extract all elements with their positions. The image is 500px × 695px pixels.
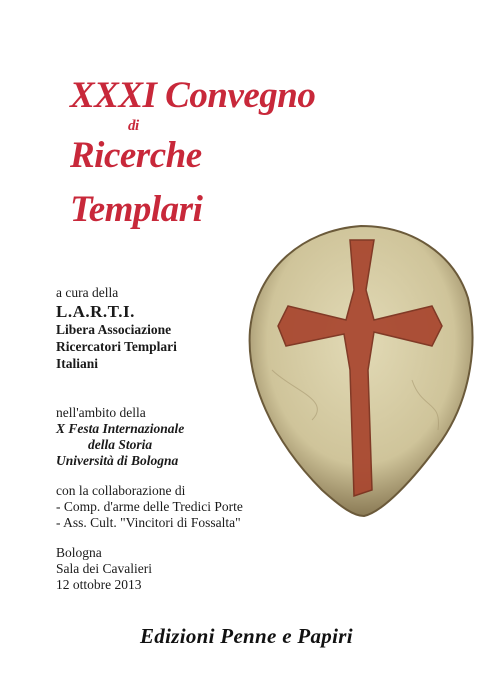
curator-intro: a cura della bbox=[56, 285, 119, 300]
title-line-2: Ricerche bbox=[70, 135, 202, 176]
title-di: di bbox=[128, 118, 139, 134]
publisher-name: Edizioni Penne e Papiri bbox=[140, 624, 353, 648]
title-line-3: Templari bbox=[70, 189, 203, 230]
curator-name-line: Ricercatori Templari bbox=[56, 339, 177, 354]
context-line: Università di Bologna bbox=[56, 453, 179, 468]
context-event bbox=[56, 421, 184, 469]
venue bbox=[56, 545, 152, 593]
venue-line: 12 ottobre 2013 bbox=[56, 577, 142, 592]
context-intro: nell'ambito della bbox=[56, 405, 146, 420]
curator-acronym: L.A.R.T.I. bbox=[56, 302, 135, 321]
templar-shield-image bbox=[242, 220, 480, 520]
context-line: X Festa Internazionale bbox=[56, 421, 185, 436]
context-line: della Storia bbox=[88, 437, 153, 452]
title-line-1: XXXI Convegno bbox=[70, 75, 316, 116]
collaboration bbox=[56, 483, 243, 531]
collaboration-intro: con la collaborazione di bbox=[56, 483, 186, 498]
collaboration-item: - Ass. Cult. "Vincitori di Fossalta" bbox=[56, 515, 241, 530]
curator-name bbox=[56, 322, 177, 373]
venue-line: Bologna bbox=[56, 545, 102, 560]
collaboration-item: - Comp. d'arme delle Tredici Porte bbox=[56, 499, 243, 514]
venue-line: Sala dei Cavalieri bbox=[56, 561, 152, 576]
curator-name-line: Italiani bbox=[56, 356, 99, 371]
curator-name-line: Libera Associazione bbox=[56, 322, 172, 337]
